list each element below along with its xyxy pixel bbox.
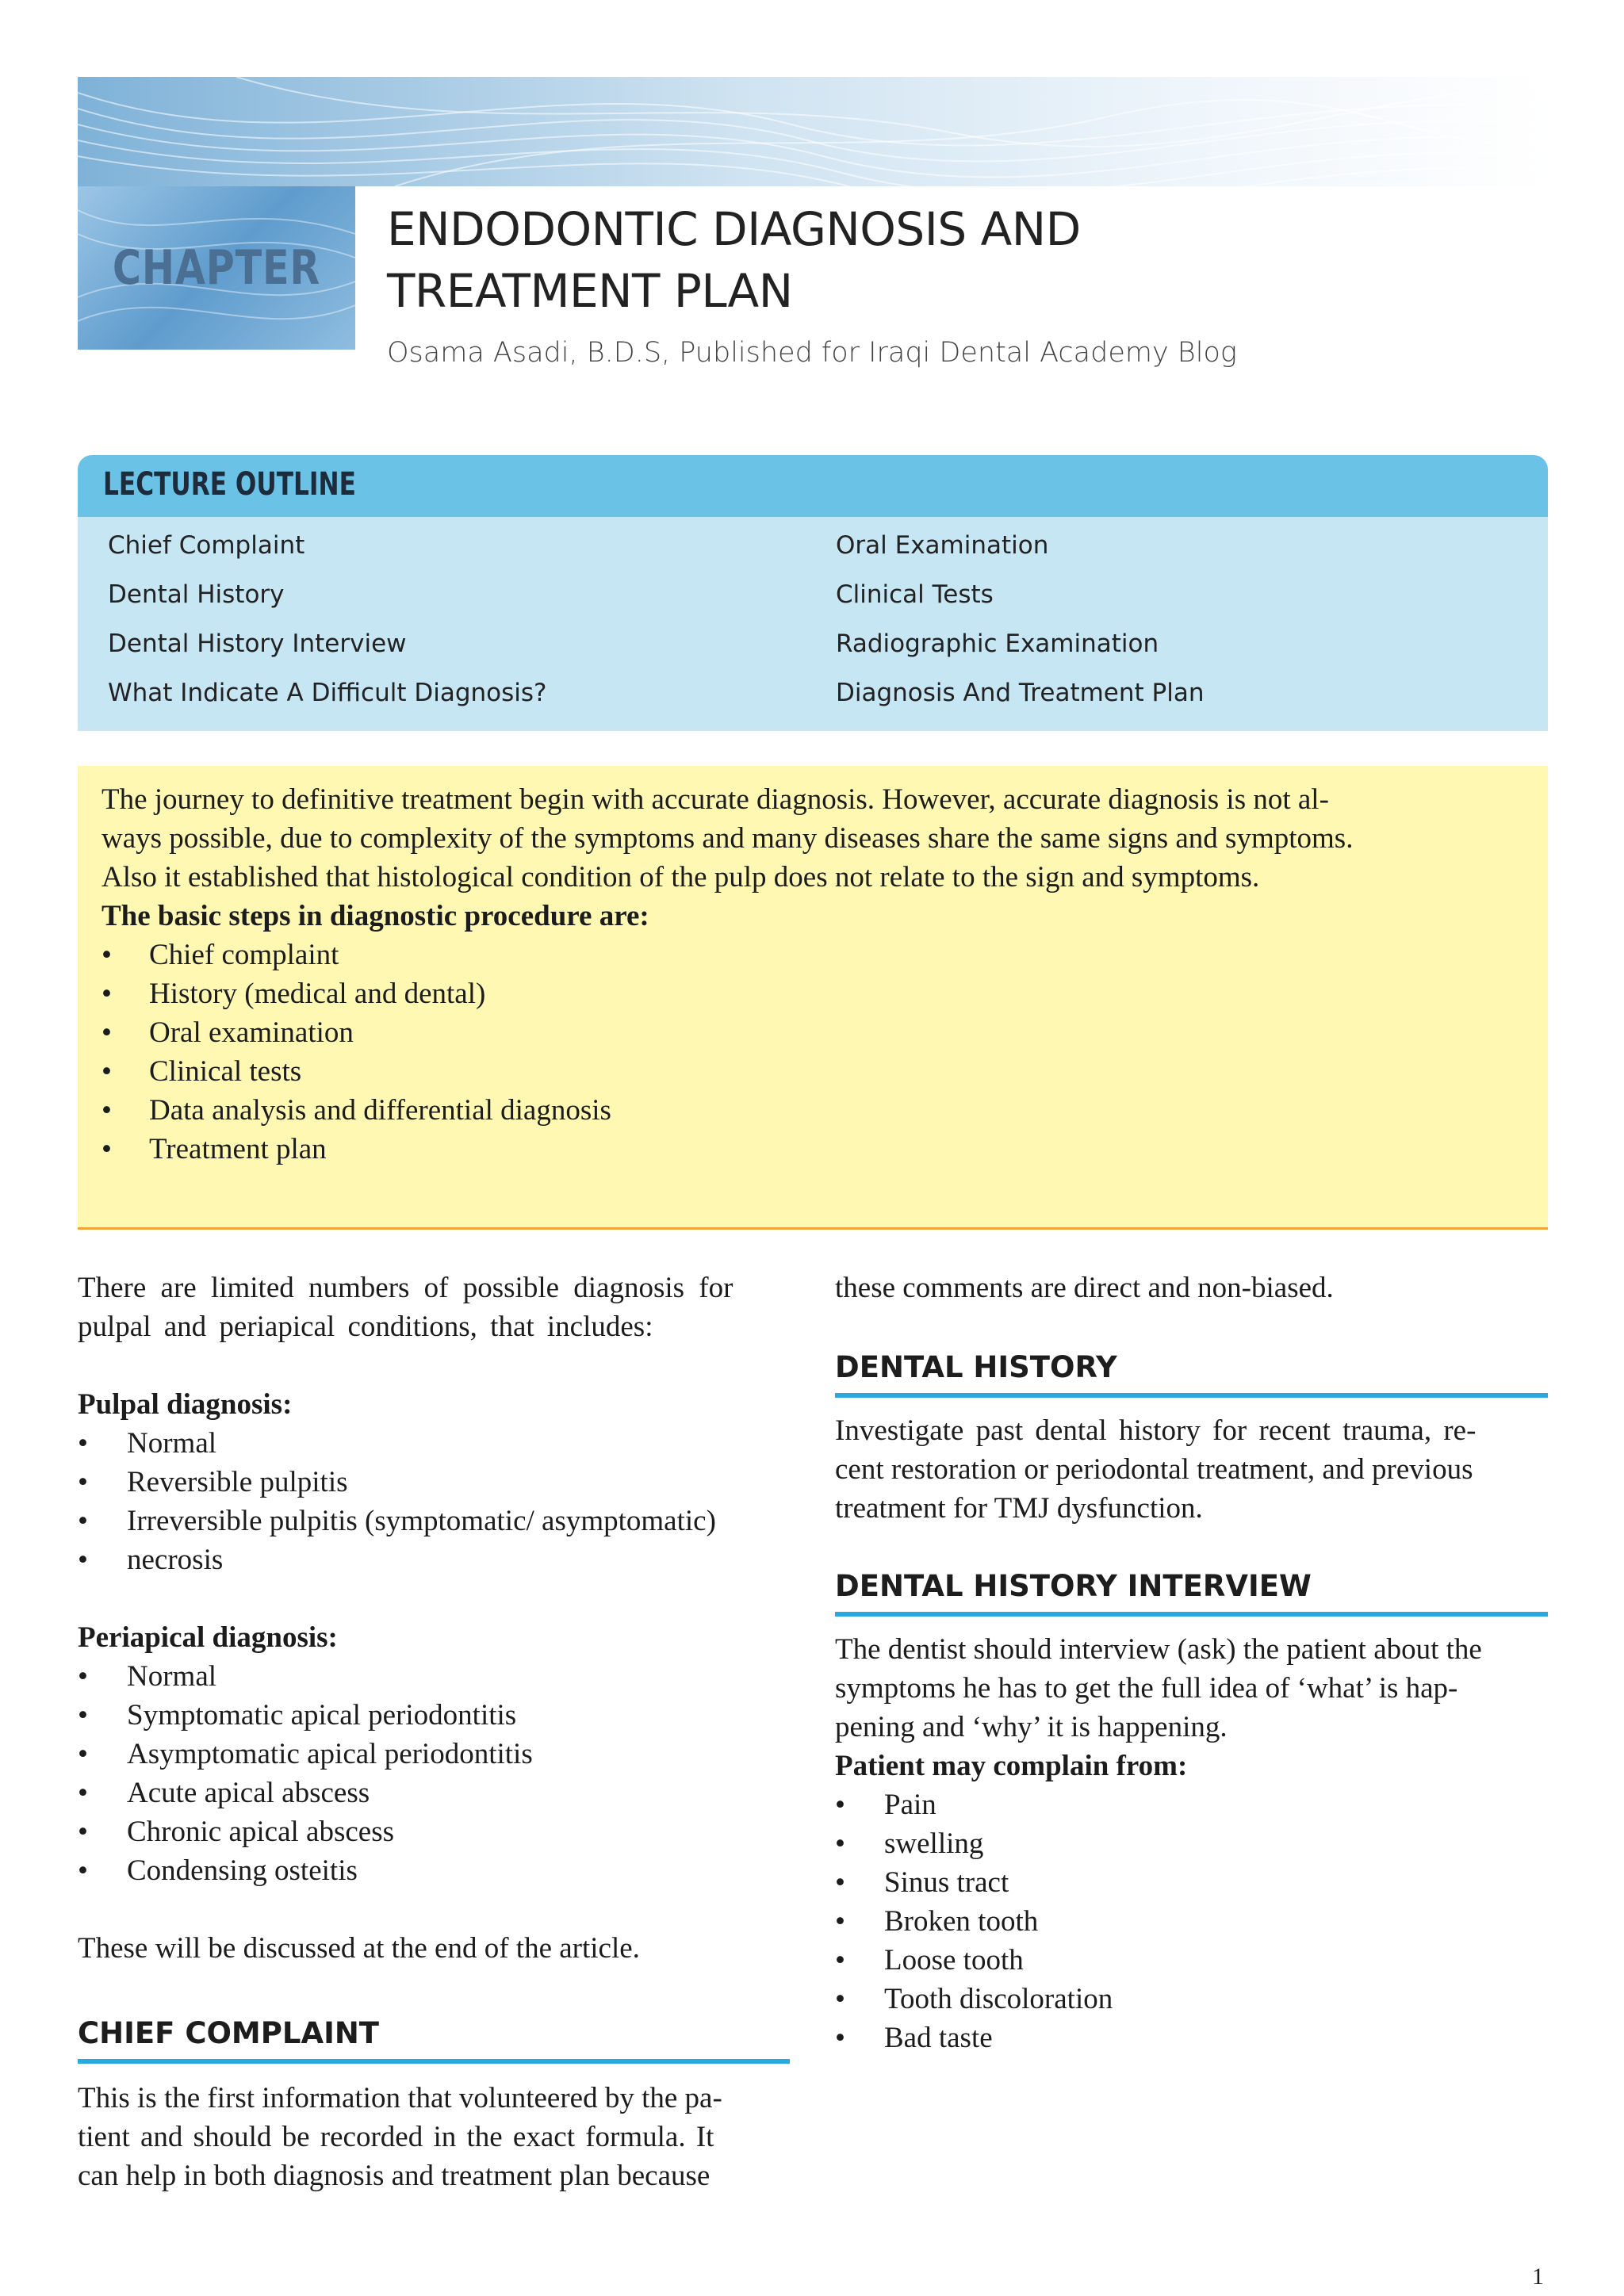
list-item-text: necrosis — [127, 1544, 224, 1576]
dental-history-interview-title: DENTAL HISTORY INTERVIEW — [835, 1569, 1312, 1603]
bullet: • — [835, 1866, 845, 1899]
list-item — [835, 2019, 1548, 2057]
list-item — [78, 1735, 790, 1774]
bullet: • — [78, 1699, 88, 1732]
text-line: tient and should be recorded in the exact formula. It — [78, 2121, 714, 2153]
text-line: Investigate past dental history for recent trauma, re- — [835, 1414, 1477, 1447]
outline-item: Diagnosis And Treatment Plan — [836, 679, 1205, 707]
list-item-text: Symptomatic apical periodontitis — [127, 1699, 517, 1732]
list-item — [78, 1657, 790, 1696]
interview-paragraph — [835, 1630, 1548, 2057]
list-item-text: Chief complaint — [149, 939, 339, 971]
chapter-title — [387, 198, 1259, 322]
outline-item: Dental History — [108, 580, 285, 609]
list-item-text: Reversible pulpitis — [127, 1466, 348, 1498]
list-item-text: History (medical and dental) — [149, 978, 486, 1010]
lecture-outline-header — [78, 455, 1548, 517]
bullet: • — [102, 1094, 112, 1127]
list-item-text: Bad taste — [884, 2022, 993, 2054]
list-item-text: Normal — [127, 1427, 217, 1460]
list-item — [78, 1424, 790, 1463]
chapter-title-line-2: TREATMENT PLAN — [387, 264, 793, 318]
list-item — [102, 1130, 1529, 1169]
chapter-label: CHAPTER — [112, 240, 321, 296]
bullet: • — [78, 1816, 88, 1848]
list-item-text: Sinus tract — [884, 1866, 1009, 1899]
text-line: cent restoration or periodontal treatment, and previous — [835, 1453, 1473, 1486]
bullet: • — [78, 1660, 88, 1693]
left-column — [78, 1269, 790, 1968]
bullet: • — [78, 1427, 88, 1460]
list-item — [835, 1824, 1548, 1863]
list-item — [835, 1902, 1548, 1941]
list-item — [78, 1502, 790, 1540]
outline-item: Chief Complaint — [108, 531, 305, 560]
list-item — [102, 1013, 1529, 1052]
chief-complaint-title: CHIEF COMPLAINT — [78, 2016, 380, 2050]
list-item-text: Clinical tests — [149, 1055, 302, 1088]
outline-item: What Indicate A Difficult Diagnosis? — [108, 679, 547, 707]
intro-line: ways possible, due to complexity of the symptoms and many diseases share the same signs and symptoms. — [102, 822, 1354, 855]
section-rule — [835, 1612, 1548, 1617]
closing-sentence: These will be discussed at the end of the article. — [78, 1932, 640, 1965]
text-line: This is the first information that volunteered by the pa- — [78, 2082, 722, 2114]
list-item-text: Condensing osteitis — [127, 1854, 358, 1887]
section-rule — [78, 2059, 790, 2064]
list-item-text: Normal — [127, 1660, 217, 1693]
lecture-outline-box — [78, 455, 1548, 731]
bullet: • — [835, 1827, 845, 1860]
bullet: • — [102, 1133, 112, 1165]
list-item-text: Irreversible pulpitis (symptomatic/ asymptomatic) — [127, 1505, 716, 1537]
intro-paragraph — [102, 780, 1529, 1169]
periapical-list — [78, 1657, 790, 1890]
bullet: • — [835, 1905, 845, 1938]
bullet: • — [835, 1983, 845, 2015]
list-item-text: Acute apical abscess — [127, 1777, 370, 1809]
intro-line: The journey to definitive treatment begin with accurate diagnosis. However, accurate diagnosis is not al- — [102, 783, 1329, 816]
intro-line: Also it established that histological condition of the pulp does not relate to the sign and symptoms. — [102, 861, 1260, 894]
list-item — [835, 1863, 1548, 1902]
complaints-list — [835, 1785, 1548, 2057]
bullet: • — [78, 1505, 88, 1537]
banner-wave-graphic — [78, 77, 1548, 186]
pulpal-list — [78, 1424, 790, 1579]
dental-history-title: DENTAL HISTORY — [835, 1350, 1117, 1384]
list-item-text: Tooth discoloration — [884, 1983, 1113, 2015]
list-item — [102, 974, 1529, 1013]
bullet: • — [102, 939, 112, 971]
list-item-text: Chronic apical abscess — [127, 1816, 394, 1848]
list-item-text: Loose tooth — [884, 1944, 1024, 1976]
outline-item: Oral Examination — [836, 531, 1049, 560]
list-item — [78, 1812, 790, 1851]
list-item-text: Broken tooth — [884, 1905, 1039, 1938]
list-item-text: Treatment plan — [149, 1133, 327, 1165]
right-column-continuation: these comments are direct and non-biased. — [835, 1272, 1334, 1304]
list-item — [835, 1941, 1548, 1980]
complain-heading: Patient may complain from: — [835, 1750, 1188, 1782]
list-item — [78, 1463, 790, 1502]
outline-item: Clinical Tests — [836, 580, 994, 609]
bullet: • — [835, 2022, 845, 2054]
list-item — [78, 1540, 790, 1579]
intro-box — [78, 766, 1548, 1230]
text-line: symptoms he has to get the full idea of ‘what’ is hap- — [835, 1672, 1458, 1705]
bullet: • — [835, 1944, 845, 1976]
bullet: • — [78, 1544, 88, 1576]
text-line — [78, 1269, 790, 1307]
list-item — [102, 1091, 1529, 1130]
bullet: • — [78, 1777, 88, 1809]
outline-item: Dental History Interview — [108, 629, 407, 658]
text-span: There are limited numbers of possible diagnosis for — [78, 1272, 733, 1304]
list-item — [102, 1052, 1529, 1091]
list-item — [835, 1785, 1548, 1824]
text-line: pulpal and periapical conditions, that includes: — [78, 1311, 653, 1343]
chapter-title-line-1: ENDODONTIC DIAGNOSIS AND — [387, 202, 1081, 256]
chapter-badge — [78, 186, 355, 350]
list-item — [835, 1980, 1548, 2019]
list-item-text: Pain — [884, 1789, 936, 1821]
list-item — [78, 1851, 790, 1890]
bullet: • — [78, 1738, 88, 1770]
intro-steps-list — [102, 936, 1529, 1169]
bullet: • — [78, 1854, 88, 1887]
text-line: can help in both diagnosis and treatment plan because — [78, 2160, 710, 2192]
page-number: 1 — [1532, 2263, 1544, 2290]
text-line: pening and ‘why’ it is happening. — [835, 1711, 1228, 1743]
pulpal-heading: Pulpal diagnosis: — [78, 1388, 293, 1421]
list-item-text: Data analysis and differential diagnosis — [149, 1094, 611, 1127]
dental-history-paragraph — [835, 1411, 1548, 1528]
bullet: • — [102, 1016, 112, 1049]
outline-item: Radiographic Examination — [836, 629, 1159, 658]
bullet: • — [102, 1055, 112, 1088]
header-banner — [78, 77, 1548, 186]
chief-complaint-paragraph — [78, 2079, 790, 2195]
chapter-author: Osama Asadi, B.D.S, Published for Iraqi Dental Academy Blog — [387, 337, 1237, 369]
list-item — [78, 1774, 790, 1812]
lecture-outline-body — [78, 517, 1548, 731]
intro-steps-heading: The basic steps in diagnostic procedure are: — [102, 900, 649, 932]
periapical-heading: Periapical diagnosis: — [78, 1621, 338, 1654]
text-line: The dentist should interview (ask) the patient about the — [835, 1633, 1482, 1666]
list-item-text: swelling — [884, 1827, 984, 1860]
list-item-text: Asymptomatic apical periodontitis — [127, 1738, 533, 1770]
list-item-text: Oral examination — [149, 1016, 354, 1049]
list-item — [78, 1696, 790, 1735]
lecture-outline-heading: LECTURE OUTLINE — [103, 466, 356, 503]
bullet: • — [835, 1789, 845, 1821]
section-rule — [835, 1393, 1548, 1398]
list-item — [102, 936, 1529, 974]
bullet: • — [102, 978, 112, 1010]
bullet: • — [78, 1466, 88, 1498]
text-line: treatment for TMJ dysfunction. — [835, 1492, 1203, 1525]
